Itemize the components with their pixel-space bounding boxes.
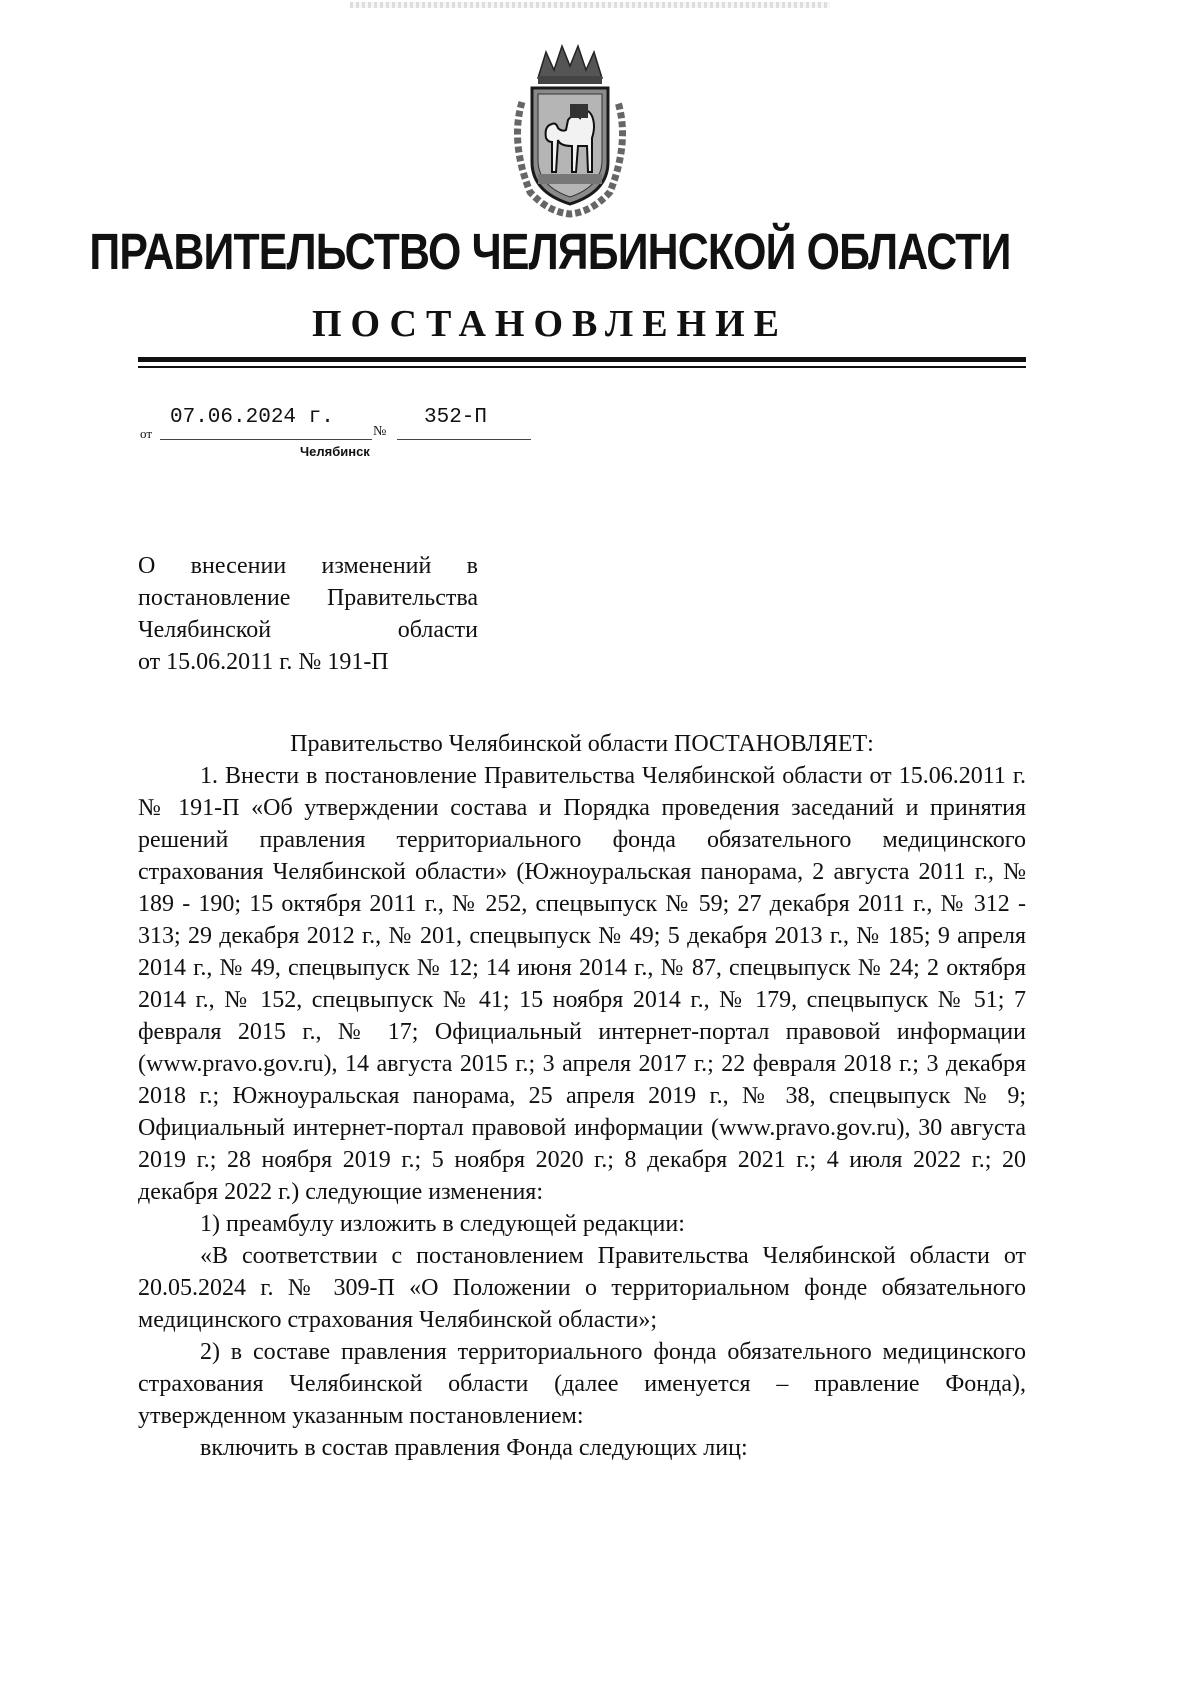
document-type: ПОСТАНОВЛЕНИЕ xyxy=(311,303,789,345)
header-divider-thin xyxy=(138,366,1026,368)
date-underline xyxy=(160,439,372,440)
document-subject xyxy=(138,550,478,678)
preamble: Правительство Челябинской области ПОСТАНОВЛЯЕТ: xyxy=(290,731,874,757)
document-date: 07.06.2024 г. xyxy=(170,406,334,429)
subject-line: О внесении изменений в xyxy=(138,553,478,579)
date-prefix: от xyxy=(140,426,153,441)
document-requisites xyxy=(0,400,600,470)
document-body xyxy=(138,728,1026,1464)
document-city: Челябинск xyxy=(300,444,370,459)
scan-artifact xyxy=(350,2,830,8)
subject-line: от 15.06.2011 г. № 191-П xyxy=(138,649,389,675)
document-number: 352-П xyxy=(424,406,488,429)
body-paragraph: «В соответствии с постановлением Правительства Челябинской области от 20.05.2024 г. № 309-П «О Положении о территориальном фонде обязательного медицинского страхования Челябинской области»; xyxy=(138,1243,1026,1333)
organization-title: ПРАВИТЕЛЬСТВО ЧЕЛЯБИНСКОЙ ОБЛАСТИ xyxy=(89,223,1011,280)
body-paragraph: 1) преамбулу изложить в следующей редакции: xyxy=(200,1211,685,1237)
body-paragraph: 2) в составе правления территориального фонда обязательного медицинского страхования Челябинской области (далее именуется – правление Фонда), утвержденном указанным постановлением: xyxy=(138,1339,1026,1429)
body-paragraph: включить в состав правления Фонда следующих лиц: xyxy=(200,1435,748,1461)
chelyabinsk-coat-of-arms-icon xyxy=(508,42,632,218)
number-prefix: № xyxy=(373,424,387,439)
body-paragraph: 1. Внести в постановление Правительства Челябинской области от 15.06.2011 г. № 191-П «Об утверждении состава и Порядка проведения заседаний и принятия решений правления территориального фонда обязательного медицинского страхования Челябинской области» (Южноуральская панорама, 2 августа 2011 г., № 189 - 190; 15 октября 2011 г., № 252, спецвыпуск № 59; 27 декабря 2011 г., № 312 - 313; 29 декабря 2012 г., № 201, спецвыпуск № 49; 5 декабря 2013 г., № 185; 9 апреля 2014 г., № 49, спецвыпуск № 12; 14 июня 2014 г., № 87, спецвыпуск № 24; 2 октября 2014 г., № 152, спецвыпуск № 41; 15 ноября 2014 г., № 179, спецвыпуск № 51; 7 февраля 2015 г., № 17; Официальный интернет-портал правовой информации (www.pravo.gov.ru), 14 августа 2015 г.; 3 апреля 2017 г.; 22 февраля 2018 г.; 3 декабря 2018 г.; Южноуральская панорама, 25 апреля 2019 г., № 38, спецвыпуск № 9; Официальный интернет-портал правовой информации (www.pravo.gov.ru), 30 августа 2019 г.; 28 ноября 2019 г.; 5 ноября 2020 г.; 8 декабря 2021 г.; 4 июля 2022 г.; 20 декабря 2022 г.) следующие изменения: xyxy=(138,763,1026,1205)
subject-line: постановление Правительства xyxy=(138,585,478,611)
subject-line: Челябинской области xyxy=(138,617,478,643)
number-underline xyxy=(397,439,531,440)
header-divider-thick xyxy=(138,357,1026,362)
